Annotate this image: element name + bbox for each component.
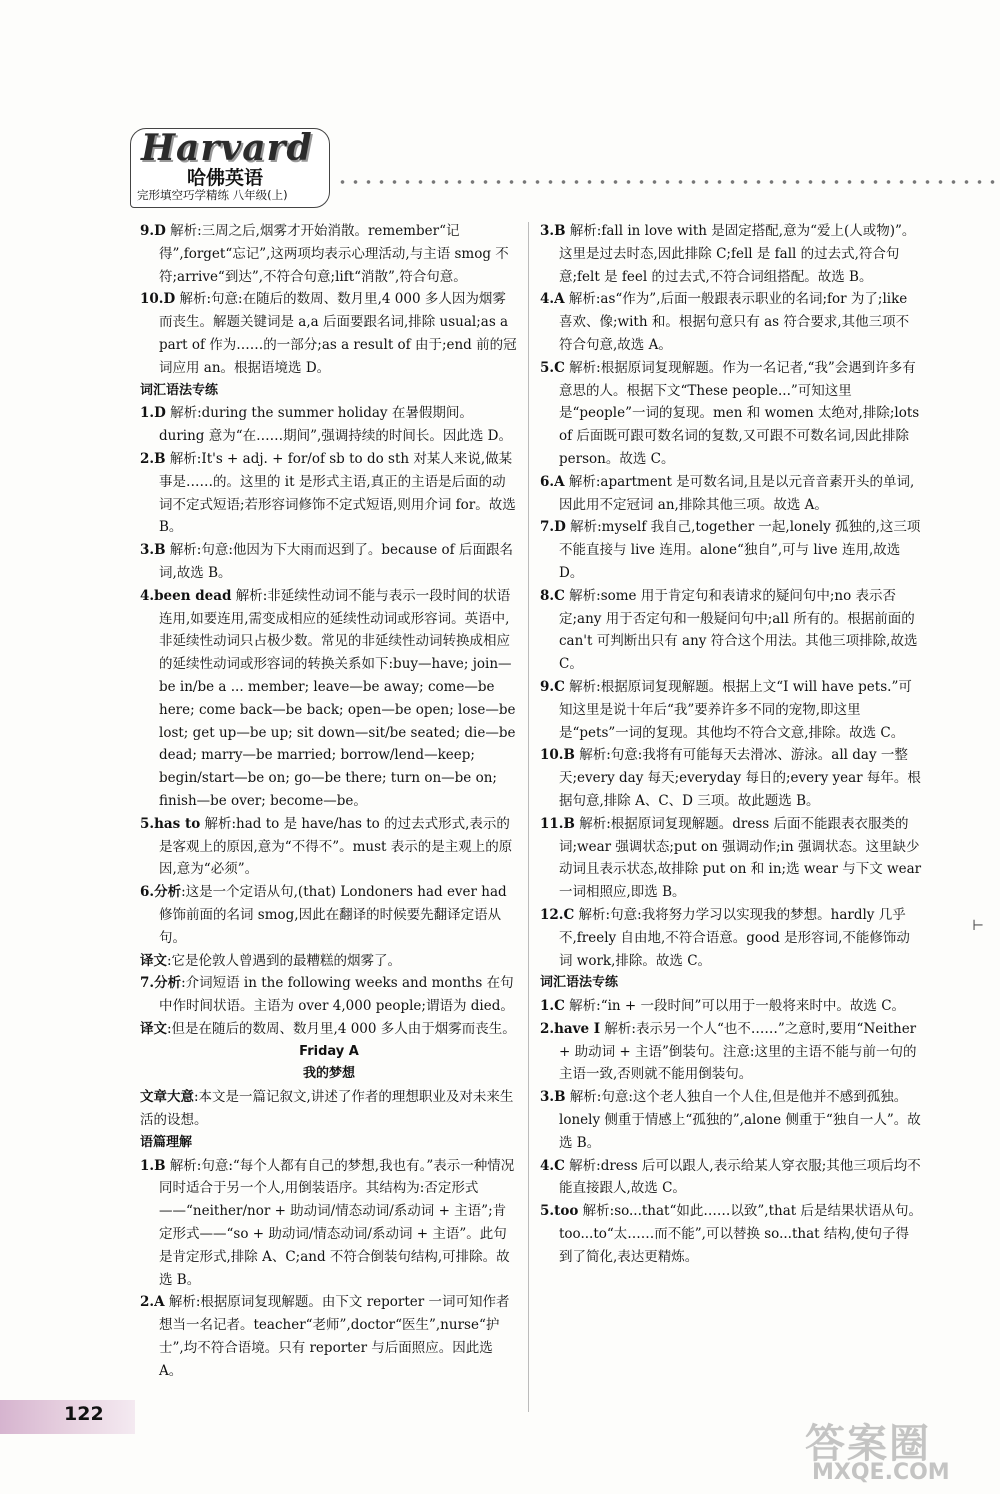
page-number: 122 bbox=[64, 1403, 104, 1425]
answer-item: 7.分析:介词短语 in the following weeks and months 在句中作时间状语。主语为 over 4,000 people;谓语为 died。 bbox=[140, 975, 514, 1015]
answer-item: 2.B 解析:It's + adj. + for/of sb to do sth 对某人来说,做某事是……的。这里的 it 是形式主语,真正的主语是后面的动词不定式短语;若形容词修饰不定式短语,则用介词 for。故选 B。 bbox=[140, 450, 516, 536]
translation-line: 译文:它是伦敦人曾遇到的最糟糕的烟雾了。 bbox=[140, 952, 402, 969]
answer-item: 5.C 解析:根据原词复现解题。作为一名记者,“我”会遇到许多有意思的人。根据下文“These people...”可知这里是“people”一词的复现。men 和 women 太绝对,排除;lots of 后面既可跟可数名词的复数,又可跟不可数名词,因此排除 person。故选 C。 bbox=[540, 359, 920, 467]
answer-item: 12.C 解析:句意:我将努力学习以实现我的梦想。hardly 几乎不,freely 自由地,不符合语意。good 是形容词,不能修饰动词 work,排除。故选 C。 bbox=[540, 906, 910, 969]
answer-item: 4.A 解析:as“作为”,后面一般跟表示职业的名词;for 为了;like 喜欢、像;with 和。根据句意只有 as 符合要求,其他三项不符合句意,故选 A。 bbox=[540, 291, 910, 353]
logo-chinese-title: 哈佛英语 bbox=[187, 167, 264, 189]
translation-line: 译文:但是在随后的数周、数月里,4 000 多人由于烟雾而丧生。 bbox=[140, 1020, 516, 1037]
column-divider bbox=[528, 222, 529, 1412]
answer-item: 1.C 解析:“in + 一段时间”可以用于一般将来时中。故选 C。 bbox=[540, 998, 906, 1015]
answer-item: 5.too 解析:so...that“如此……以致”,that 后是结果状语从句。too...to“太……而不能”,可以替换 so...that 结构,使句子得到了简化,表达更精炼。 bbox=[540, 1203, 922, 1265]
logo-wordmark: Harvard bbox=[141, 127, 313, 169]
section-heading: 语篇理解 bbox=[140, 1134, 193, 1150]
left-column bbox=[140, 220, 518, 1383]
answer-item: 1.B 解析:句意:“每个人都有自己的梦想,我也有。”表示一种情况同时适合于另一个人,用倒装语序。其结构为:否定形式——“neither/nor + 助动词/情态动词/系动词 + 主语”;肯定形式——“so + 助动词/情态动词/系动词 + 主语”。此句是肯定形式,排除 A、C;and 不符合倒装句结构,可排除。故选 B。 bbox=[140, 1157, 515, 1288]
harvard-logo bbox=[130, 128, 330, 208]
answer-item: 4.C 解析:dress 后可以跟人,表示给某人穿衣服;其他三项后均不能直接跟人,故选 C。 bbox=[540, 1157, 921, 1197]
answer-item: 11.B 解析:根据原词复现解题。dress 后面不能跟表衣服类的词;wear 强调状态;put on 强调动作;in 强调状态。这里缺少动词且表示状态,故排除 put on 和 in;选 wear 与下文 wear 一词相照应,即选 B。 bbox=[540, 815, 922, 901]
section-heading: 词汇语法专练 bbox=[540, 975, 619, 991]
answer-item: 1.D 解析:during the summer holiday 在暑假期间。during 意为“在……期间”,强调持续的时间长。因此选 D。 bbox=[140, 405, 512, 445]
section-heading: 词汇语法专练 bbox=[140, 382, 219, 398]
answer-item: 2.have I 解析:表示另一个人“也不……”之意时,要用“Neither + 助动词 + 主语”倒装句。注意:这里的主语不能与前一句的主语一致,否则就不能用倒装句。 bbox=[540, 1020, 917, 1083]
answer-item: 7.D 解析:myself 我自己,together 一起,lonely 孤独的,这三项不能直接与 live 连用。alone“独自”,可与 live 连用,故选 D。 bbox=[540, 519, 921, 581]
unit-title: Friday A bbox=[299, 1043, 359, 1059]
article-summary: 文章大意:本文是一篇记叙文,讲述了作者的理想职业及对未来生活的设想。 bbox=[140, 1089, 514, 1129]
answer-item: 10.B 解析:句意:我将有可能每天去滑冰、游泳。all day 一整天;every day 每天;everyday 每日的;every year 每年。根据句意,排除 A、C、D 三项。故此题选 B。 bbox=[540, 747, 921, 809]
header-dotted-rule bbox=[336, 179, 996, 185]
answer-item: 9.C 解析:根据原词复现解题。根据上文“I will have pets.”可知这里是说十年后“我”要养许多不同的宠物,即这里是“pets”一词的复现。其他均不符合文意,排除。故选 C。 bbox=[540, 678, 912, 741]
answer-item: 5.has to 解析:had to 是 have/has to 的过去式形式,表示的是客观上的原因,意为“不得不”。must 表示的是主观上的原因,意为“必须”。 bbox=[140, 815, 513, 878]
answer-item: 3.B 解析:句意:他因为下大雨而迟到了。because of 后面跟名词,故选 B。 bbox=[140, 542, 513, 581]
answer-item: 9.D 解析:三周之后,烟雾才开始消散。remember“记得”,forget“忘记”,这两项均表示心理活动,与主语 smog 不符;arrive“到达”,不符合句意;lift“消散”,符合句意。 bbox=[140, 223, 509, 285]
page-header bbox=[130, 128, 1000, 208]
book-subtitle: 完形填空巧学精练 八年级(上) bbox=[137, 188, 288, 202]
answer-item: 6.分析:这是一个定语从句,(that) Londoners had ever had 修饰前面的名词 smog,因此在翻译的时候要先翻译定语从句。 bbox=[140, 884, 507, 946]
answer-item: 8.C 解析:some 用于肯定句和表请求的疑问句中;no 表示否定;any 用于否定句和一般疑问句中;all 所有的。根据前面的 can't 可判断出只有 any 符合这个用法。其他三项排除,故选 C。 bbox=[540, 587, 918, 673]
answer-item: 10.D 解析:句意:在随后的数周、数月里,4 000 多人因为烟雾而丧生。解题关键词是 a,a 后面要跟名词,排除 usual;as a part of 作为……的一部分;as a result of 由于;end 前的冠词应用 an。根据语境选 D。 bbox=[140, 291, 517, 376]
answer-item: 2.A 解析:根据原词复现解题。由下文 reporter 一词可知作者想当一名记者。teacher“老师”,doctor“医生”,nurse“护士”,均不符合语境。只有 reporter 与后面照应。因此选 A。 bbox=[140, 1294, 510, 1379]
margin-tick: ⊢ bbox=[972, 918, 985, 934]
watermark-logo: 答案圈 bbox=[805, 1421, 931, 1467]
answer-item: 3.B 解析:句意:这个老人独自一个人住,但是他并不感到孤独。lonely 侧重于情感上“孤独的”,alone 侧重于“独自一人”。故选 B。 bbox=[540, 1089, 921, 1151]
answer-item: 6.A 解析:apartment 是可数名词,且是以元音音素开头的单词,因此用不定冠词 an,排除其他三项。故选 A。 bbox=[540, 473, 915, 513]
right-column bbox=[540, 220, 922, 1269]
watermark-url: MXQE.COM bbox=[812, 1460, 950, 1485]
answer-item: 3.B 解析:fall in love with 是固定搭配,意为“爱上(人或物)”。这里是过去时态,因此排除 C;fell 是 fall 的过去式,符合句意;felt 是 feel 的过去式,不符合词组搭配。故选 B。 bbox=[540, 223, 916, 285]
answer-item: 4.been dead 解析:非延续性动词不能与表示一段时间的状语连用,如要连用,需变成相应的延续性动词或形容词。英语中,非延续性动词只占极少数。常见的非延续性动词转换成相应的延续性动词或形容词的转换关系如下:buy—have; join—be in/be a ... member; leave—be away; come—be here; come back—be back; open—be open; lose—be lost; get up—be up; sit down—sit/be seated; die—be dead; marry—be married; borrow/lend—keep; begin/start—be on; go—be there; turn on—be on; finish—be over; become—be。 bbox=[140, 587, 516, 809]
article-title: 我的梦想 bbox=[302, 1066, 355, 1082]
